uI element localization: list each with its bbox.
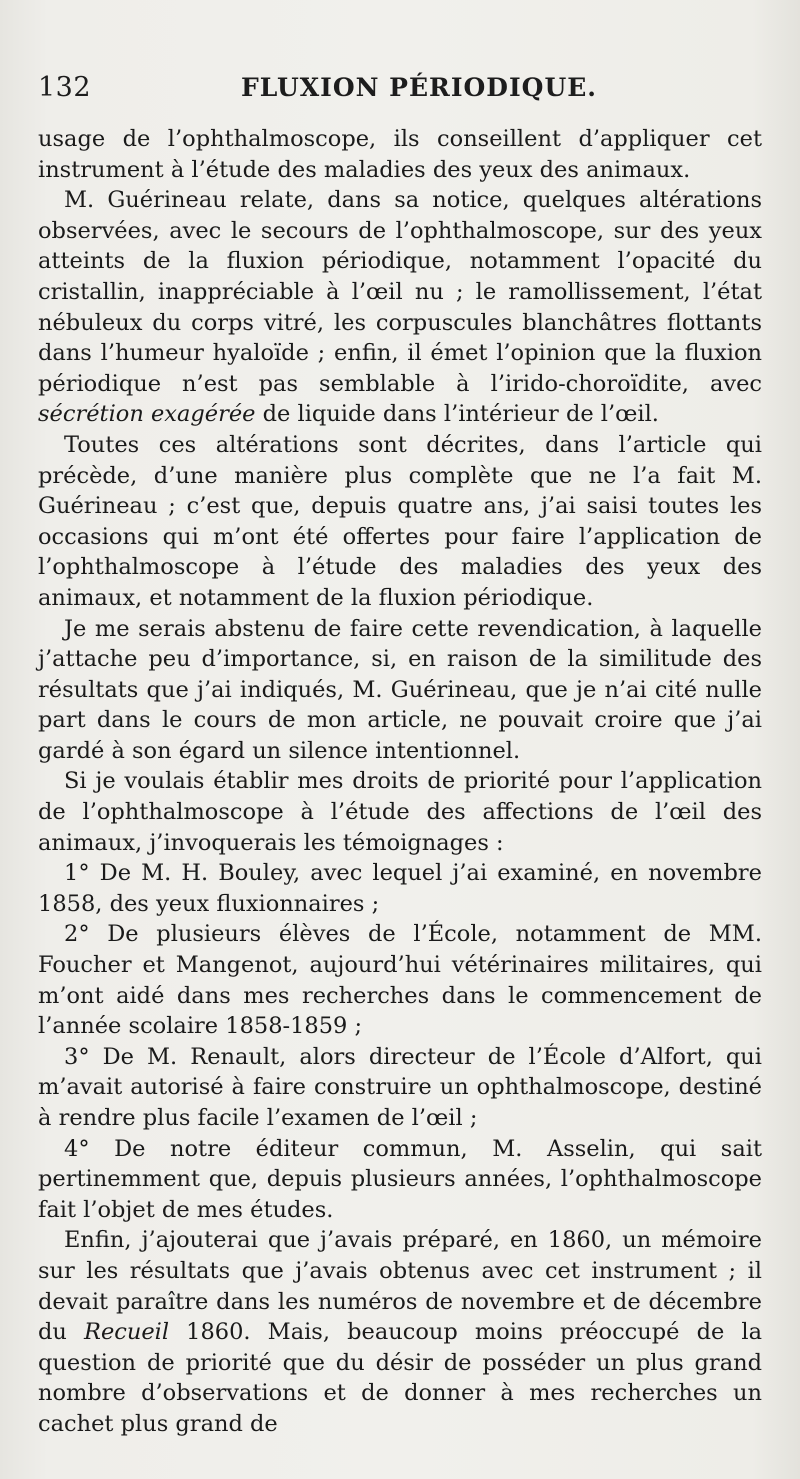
paragraph-revendication: Je me serais abstenu de faire cette revendication, à laquelle j’attache peu d’importance, si, en raison de la similitude des résultats que j’ai indiqués, M. Guérineau, que je n’ai cité nulle part dans le cours de mon article, ne pouvait croire que j’ai gardé à son égard un silence intentionnel.: [38, 615, 762, 764]
paragraph-text: de liquide dans l’intérieur de l’œil.: [255, 401, 659, 428]
paragraph-continuation: usage de l’ophthalmoscope, ils conseillent d’appliquer cet instrument à l’étude des maladies des yeux des animaux.: [38, 126, 762, 183]
paragraph-text: 1860. Mais, beaucoup moins préoccupé de la question de priorité que du désir de posséder un plus grand nombre d’observations et de donner à mes recherches un cachet plus grand de: [38, 1319, 763, 1437]
list-item-testimony-3: 3° De M. Renault, alors directeur de l’École d’Alfort, qui m’avait autorisé à faire construire un ophthalmoscope, destiné à rendre plus facile l’examen de l’œil ;: [38, 1043, 762, 1131]
list-item-testimony-2: 2° De plusieurs élèves de l’École, notamment de MM. Foucher et Mangenot, aujourd’hui vétérinaires militaires, qui m’ont aidé dans mes recherches dans le commencement de l’année scolaire 1858-1859 ;: [38, 921, 762, 1040]
page-header: [38, 68, 760, 108]
paragraph-guerineau-notice: [38, 185, 762, 430]
emphasis-text: Recueil: [84, 1319, 170, 1346]
paragraph-alterations: Toutes ces altérations sont décrites, dans l’article qui précède, d’une manière plus complète que ne l’a fait M. Guérineau ; c’est que, depuis quatre ans, j’ai saisi toutes les occasions qui m’ont été offertes pour faire l’application de l’ophthalmoscope à l’étude des maladies des yeux des animaux, et notamment de la fluxion périodique.: [38, 431, 762, 611]
paragraph-text: Enfin, j’ajouterai que j’avais préparé, en 1860, un mémoire sur les résultats que j’avais obtenus avec cet instrument ; il devait paraître dans les numéros de novembre et de décembre du: [38, 1227, 762, 1346]
paragraph-text: M. Guérineau relate, dans sa notice, quelques altérations observées, avec le secours de l’ophthalmoscope, sur des yeux atteints de la fluxion périodique, notamment l’opacité du cristallin, inappréciable à l’œil nu ; le ramollissement, l’état nébuleux du corps vitré, les corpuscules blanchâtres flottants dans l’humeur hyaloïde ; enfin, il émet l’opinion que la fluxion périodique n’est pas semblable à l’irido-choroïdite, avec: [38, 187, 762, 397]
running-title: FLUXION PÉRIODIQUE.: [241, 73, 597, 102]
page-number: 132: [38, 72, 92, 103]
body-text: [38, 124, 762, 1440]
list-item-testimony-1: 1° De M. H. Bouley, avec lequel j’ai examiné, en novembre 1858, des yeux fluxionnaires ;: [38, 860, 762, 917]
list-item-testimony-4: 4° De notre éditeur commun, M. Asselin, qui sait pertinemment que, depuis plusieurs années, l’ophthalmoscope fait l’objet de mes études.: [38, 1135, 762, 1223]
paragraph-priority: Si je voulais établir mes droits de priorité pour l’application de l’ophthalmoscope à l’étude des affections de l’œil des animaux, j’invoquerais les témoignages :: [38, 768, 762, 856]
paragraph-memoire: [38, 1225, 762, 1439]
emphasis-text: sécrétion exagérée: [38, 401, 256, 428]
